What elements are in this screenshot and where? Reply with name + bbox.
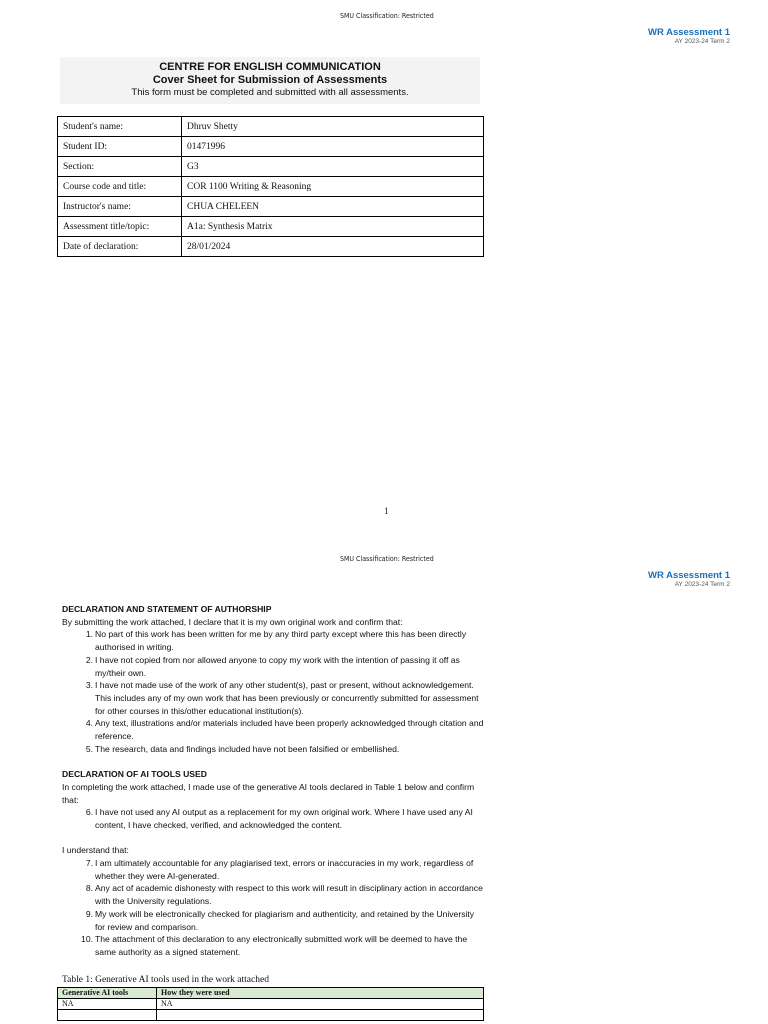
info-label: Date of declaration: xyxy=(58,237,182,257)
ai-usage-cell: NA xyxy=(157,999,484,1010)
item-text: I am ultimately accountable for any plagiarised text, errors or inaccuracies in my work, regardless of whether they were AI-generated. xyxy=(95,858,474,881)
info-value: 28/01/2024 xyxy=(182,237,484,257)
classification-label-2: SMU Classification: Restricted xyxy=(340,555,434,563)
info-value: Dhruv Shetty xyxy=(182,117,484,137)
ai-table-row xyxy=(58,1010,484,1021)
ai-heading: DECLARATION OF AI TOOLS USED xyxy=(62,769,207,780)
page-header xyxy=(648,27,730,45)
declaration-item xyxy=(62,743,486,756)
info-value: COR 1100 Writing & Reasoning xyxy=(182,177,484,197)
cover-banner xyxy=(60,57,480,104)
item-number: 4. xyxy=(85,718,93,729)
item-number: 7. xyxy=(85,858,93,869)
page-number: 1 xyxy=(384,506,389,516)
declaration-item xyxy=(62,857,486,882)
info-label: Assessment title/topic: xyxy=(58,217,182,237)
item-text: My work will be electronically checked for plagiarism and authenticity, and retained by the University for review and comparison. xyxy=(95,908,475,932)
declaration-item xyxy=(62,882,486,907)
item-text: Any act of academic dishonesty with respect to this work will result in disciplinary action in accordance with the University regulations. xyxy=(95,883,483,907)
info-row xyxy=(58,237,484,257)
item-number: 2. xyxy=(85,654,93,665)
info-row xyxy=(58,197,484,217)
item-text: I have not used any AI output as a replacement for my own original work. Where I have used any AI content, I have checked, verified, and acknowledged the content. xyxy=(95,807,473,830)
understand-list xyxy=(62,857,486,959)
info-row xyxy=(58,117,484,137)
ai-tool-cell xyxy=(58,1010,157,1021)
cover-title: Cover Sheet for Submission of Assessments xyxy=(152,74,388,86)
info-row xyxy=(58,217,484,237)
info-label: Course code and title: xyxy=(58,177,182,197)
declaration-item xyxy=(62,628,486,653)
ai-tools-table xyxy=(57,987,484,1021)
info-row xyxy=(58,157,484,177)
ai-table-header-usage: How they were used xyxy=(157,988,484,999)
ai-table-row xyxy=(58,999,484,1010)
declaration-body xyxy=(62,603,486,959)
item-number: 8. xyxy=(85,883,93,894)
info-row xyxy=(58,137,484,157)
table-caption: Table 1: Generative AI tools used in the work attached xyxy=(62,975,269,985)
info-value: CHUA CHELEEN xyxy=(182,197,484,217)
declaration-item xyxy=(62,679,486,717)
ai-intro: In completing the work attached, I made use of the generative AI tools declared in Table 1 below and confirm that: xyxy=(62,781,475,805)
classification-label: SMU Classification: Restricted xyxy=(340,12,434,20)
item-text: The attachment of this declaration to any electronically submitted work will be deemed to have the same authority as a signed statement. xyxy=(95,934,468,957)
info-label: Student's name: xyxy=(58,117,182,137)
ai-usage-cell xyxy=(157,1010,484,1021)
page-header-2 xyxy=(648,570,730,588)
item-text: No part of this work has been written for me by any third party except where this has been directly authorised in writing. xyxy=(95,629,467,653)
student-info-table xyxy=(57,116,484,257)
declaration-item xyxy=(62,806,486,831)
declaration-item xyxy=(62,933,486,958)
ai-table-header-tools: Generative AI tools xyxy=(58,988,157,999)
item-number: 10. xyxy=(81,934,93,945)
info-label: Instructor's name: xyxy=(58,197,182,217)
info-label: Student ID: xyxy=(58,137,182,157)
authorship-heading: DECLARATION AND STATEMENT OF AUTHORSHIP xyxy=(62,604,272,614)
form-instruction: This form must be completed and submitted with all assessments. xyxy=(131,87,409,98)
item-number: 6. xyxy=(85,807,93,818)
understand-intro: I understand that: xyxy=(62,845,129,856)
item-number: 9. xyxy=(85,908,93,919)
centre-title: CENTRE FOR ENGLISH COMMUNICATION xyxy=(159,61,381,73)
info-value: A1a: Synthesis Matrix xyxy=(182,217,484,237)
header-title: WR Assessment 1 xyxy=(647,27,730,38)
info-row xyxy=(58,177,484,197)
declaration-item xyxy=(62,908,486,933)
item-text: Any text, illustrations and/or materials included have been properly acknowledged through citation and reference. xyxy=(95,718,484,742)
info-value: G3 xyxy=(182,157,484,177)
declaration-item xyxy=(62,717,486,742)
authorship-intro: By submitting the work attached, I declare that it is my own original work and confirm that: xyxy=(62,616,403,627)
item-text: I have not made use of the work of any other student(s), past or present, without acknowledgement. This includes any of my own work that has been previously or concurrently submitted for assessment for other courses in this/other educational institution(s). xyxy=(95,680,479,716)
authorship-list xyxy=(62,628,486,755)
info-label: Section: xyxy=(58,157,182,177)
declaration-item xyxy=(62,654,486,679)
item-number: 3. xyxy=(85,680,93,691)
item-text: I have not copied from nor allowed anyone to copy my work with the intention of passing it off as my/their own. xyxy=(95,654,460,678)
info-value: 01471996 xyxy=(182,137,484,157)
item-number: 5. xyxy=(85,743,93,754)
header-title-2: WR Assessment 1 xyxy=(647,570,730,581)
item-number: 1. xyxy=(85,629,93,640)
header-term: AY 2023-24 Term 2 xyxy=(674,38,730,45)
item-text: The research, data and findings included have not been falsified or embellished. xyxy=(95,743,400,754)
header-term-2: AY 2023-24 Term 2 xyxy=(674,581,730,588)
ai-tool-cell: NA xyxy=(58,999,157,1010)
ai-list xyxy=(62,806,486,831)
